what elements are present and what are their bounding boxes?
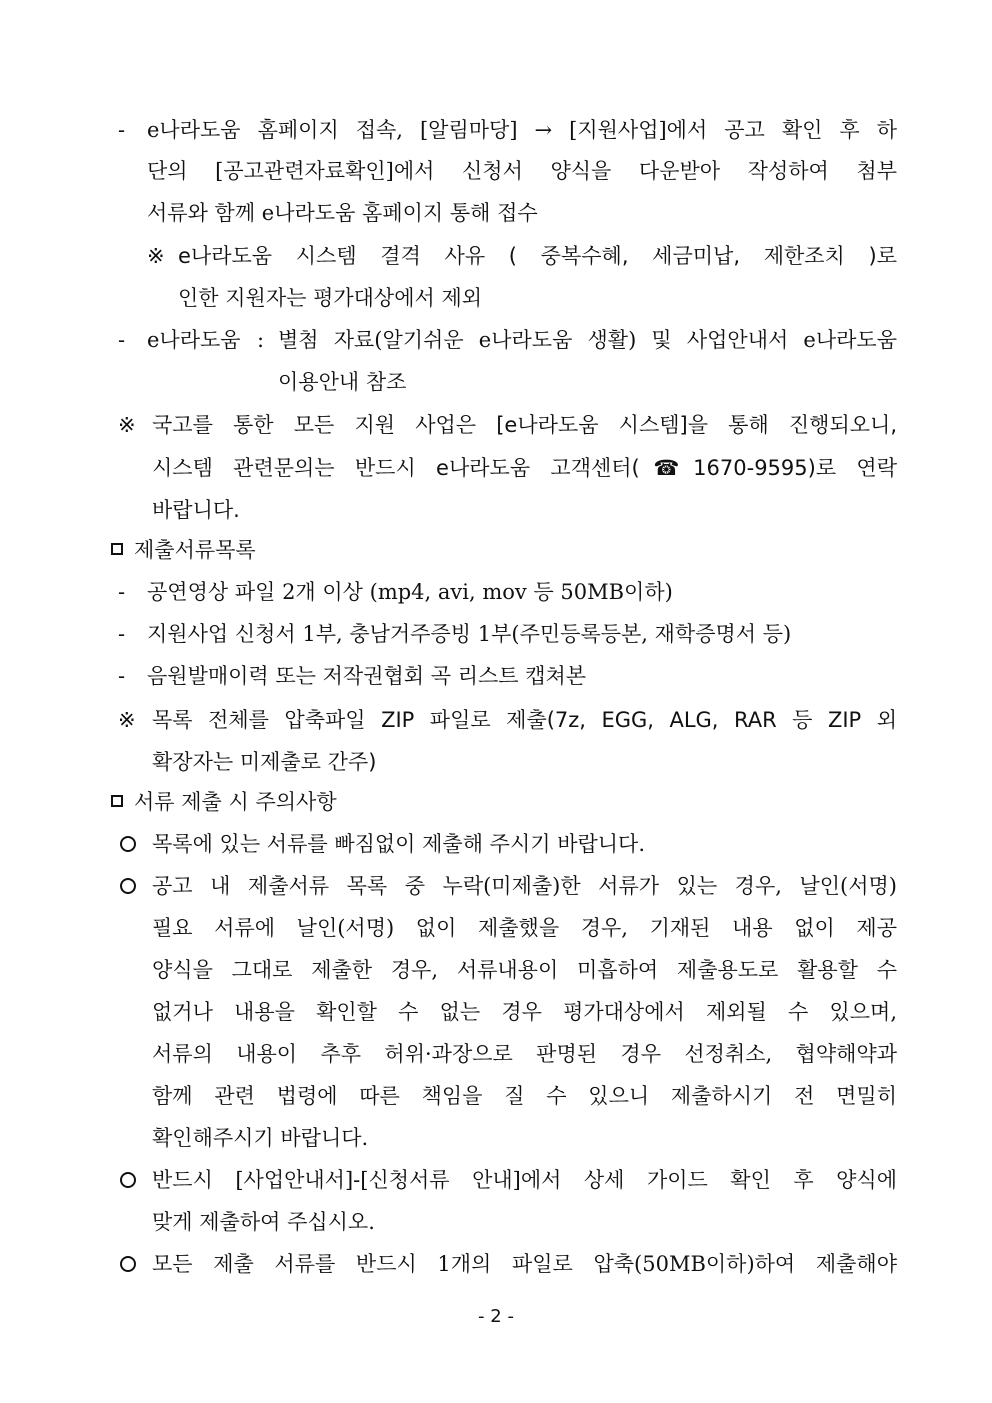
text-line: 반드시 [사업안내서]-[신청서류 안내]에서 상세 가이드 확인 후 양식에 [152,1168,897,1192]
text-line: e나라도움 홈페이지 접속, [알림마당] → [지원사업]에서 공고 확인 후 하 [147,118,897,142]
text-line: 인한 지원자는 평가대상에서 제외 [178,286,483,310]
circle-bullet-icon [120,1256,136,1272]
note-mark: ※ [118,708,136,732]
text-line: 함께 관련 법령에 따른 책임을 질 수 있으니 제출하시기 전 면밀히 [152,1084,897,1108]
text-line: 서류의 내용이 추후 허위·과장으로 판명된 경우 선정취소, 협약해약과 [152,1042,897,1066]
note-mark: ※ [147,244,165,268]
text-line: 맞게 제출하여 주십시오. [152,1210,375,1234]
page-number: - 2 - [478,1306,514,1327]
text-line: 별첨 자료(알기쉬운 e나라도움 생활) 및 사업안내서 e나라도움 [278,328,897,352]
text-line: 지원사업 신청서 1부, 충남거주증빙 1부(주민등록등본, 재학증명서 등) [147,622,792,646]
text-line: 시스템 관련문의는 반드시 e나라도움 고객센터(☎1670-9595)로 연락 [152,456,897,480]
text-line: 서류와 함께 e나라도움 홈페이지 통해 접수 [147,201,538,225]
text-line: 공고 내 제출서류 목록 중 누락(미제출)한 서류가 있는 경우, 날인(서명) [152,874,897,898]
section-heading: 서류 제출 시 주의사항 [134,790,337,814]
text-line: e나라도움 [147,328,241,352]
dash-bullet: - [118,622,126,646]
text-line: 목록에 있는 서류를 빠짐없이 제출해 주시기 바랍니다. [152,832,646,856]
text-line: 확인해주시기 바랍니다. [152,1126,369,1150]
checkbox-square-icon [111,543,123,555]
circle-bullet-icon [120,878,136,894]
checkbox-square-icon [111,795,123,807]
text-line: 단의 [공고관련자료확인]에서 신청서 양식을 다운받아 작성하여 첨부 [147,159,897,183]
text-line: 음원발매이력 또는 저작권협회 곡 리스트 캡쳐본 [147,664,587,688]
dash-bullet: - [118,664,126,688]
dash-bullet: - [118,580,126,604]
text-line: 확장자는 미제출로 간주) [152,750,377,774]
text-line: 목록 전체를 압축파일 ZIP 파일로 제출(7z, EGG, ALG, RAR 등 ZIP 외 [152,708,897,732]
text-line: e나라도움 시스템 결격 사유 ( 중복수혜, 세금미납, 제한조치 )로 [178,244,897,268]
dash-bullet: - [118,328,126,352]
section-heading: 제출서류목록 [134,538,256,562]
text-line: 이용안내 참조 [278,370,407,394]
text-line: 필요 서류에 날인(서명) 없이 제출했을 경우, 기재된 내용 없이 제공 [152,916,897,940]
text-line: 바랍니다. [152,498,240,522]
circle-bullet-icon [120,836,136,852]
text-line: 양식을 그대로 제출한 경우, 서류내용이 미흡하여 제출용도로 활용할 수 [152,958,897,982]
text-line: 모든 제출 서류를 반드시 1개의 파일로 압축(50MB이하)하여 제출해야 [152,1252,897,1276]
text-line: 공연영상 파일 2개 이상 (mp4, avi, mov 등 50MB이하) [147,580,673,604]
dash-bullet: - [118,118,126,142]
note-mark: ※ [118,413,136,437]
text-line: : [257,328,265,352]
text-line: 없거나 내용을 확인할 수 없는 경우 평가대상에서 제외될 수 있으며, [152,1000,897,1024]
text-line: 국고를 통한 모든 지원 사업은 [e나라도움 시스템]을 통해 진행되오니, [152,413,897,437]
circle-bullet-icon [120,1172,136,1188]
